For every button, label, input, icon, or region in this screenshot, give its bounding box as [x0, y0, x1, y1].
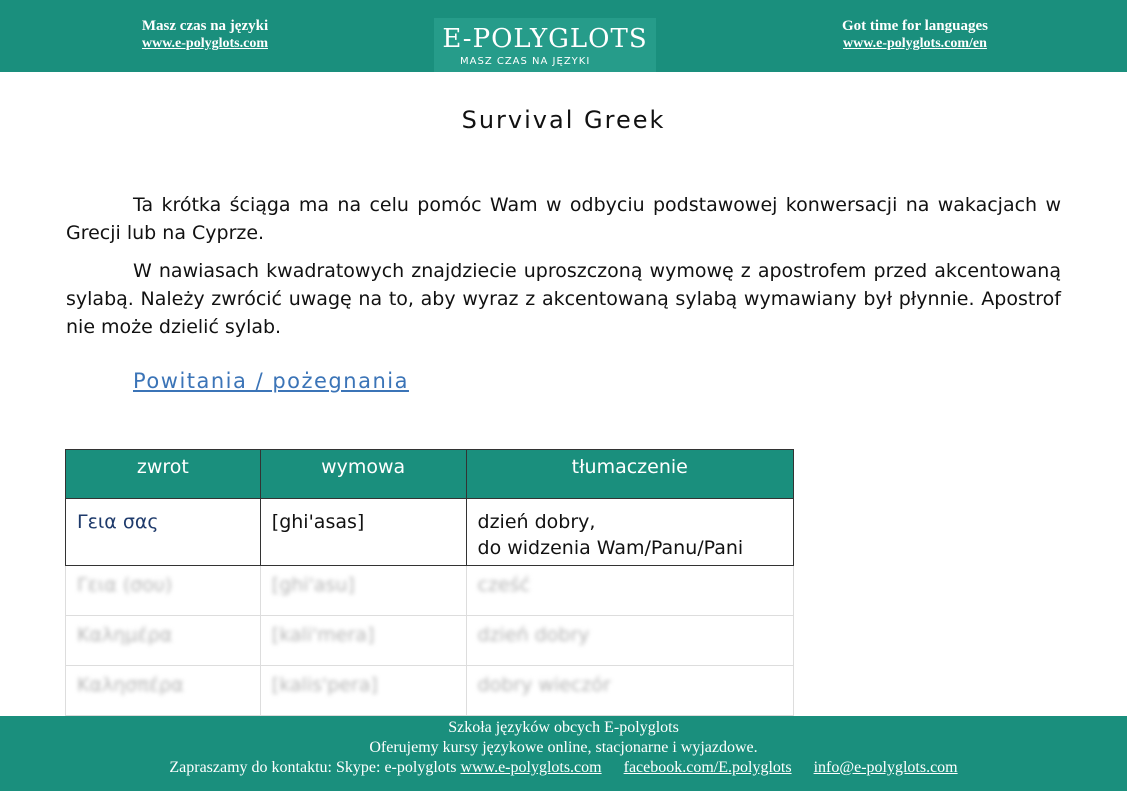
header-left-link[interactable]: www.e-polyglots.com: [142, 36, 268, 51]
translation-line-2: do widzenia Wam/Panu/Pani: [477, 537, 744, 559]
header-right: [820, 18, 1010, 52]
intro-paragraph-1: Ta krótka ściąga ma na celu pomóc Wam w odbyciu podstawowej konwersacji na wakacjach w Grecji lub na Cyprze.: [66, 194, 1061, 244]
table-row: [66, 499, 794, 566]
footer-contact: [0, 758, 1127, 778]
table-row-blurred: [66, 566, 794, 616]
intro-paragraph-2: W nawiasach kwadratowych znajdziecie uproszczoną wymowę z apostrofem przed akcentowaną sylabą. Należy zwrócić uwagę na to, aby wyraz z akcentowaną sylabą wymawiany był płynnie. Apostrof nie może dzielić sylab.: [66, 260, 1061, 338]
column-header-phrase: zwrot: [66, 450, 261, 499]
footer-contact-prefix: Zapraszamy do kontaktu: Skype: e-polyglots: [169, 759, 457, 776]
logo-tagline: MASZ CZAS NA JĘZYKI: [460, 56, 591, 67]
cell-pronunciation: [kalis'pera]: [260, 666, 466, 716]
footer-facebook-link[interactable]: facebook.com/E.polyglots: [623, 759, 792, 776]
cell-phrase: Γεια σας: [66, 499, 261, 566]
cell-translation: dzień dobry: [466, 616, 793, 666]
header-left: [120, 18, 290, 52]
cell-translation: cześć: [466, 566, 793, 616]
header-right-tagline: Got time for languages: [842, 18, 988, 34]
footer-bar: [0, 716, 1127, 791]
header-bar: [0, 0, 1127, 72]
logo[interactable]: [434, 18, 656, 72]
cell-phrase: Γεια (σου): [66, 566, 261, 616]
footer-school-name: Szkoła języków obcych E-polyglots: [448, 719, 679, 736]
cell-translation: dobry wieczór: [466, 666, 793, 716]
footer-email-link[interactable]: info@e-polyglots.com: [813, 759, 958, 776]
column-header-translation: tłumaczenie: [466, 450, 793, 499]
cell-translation: [466, 499, 793, 566]
translation-line-1: dzień dobry,: [477, 511, 596, 533]
document-title: Survival Greek: [461, 106, 666, 134]
cell-pronunciation: [ghi'asas]: [260, 499, 466, 566]
table-header-row: [66, 450, 794, 499]
cell-pronunciation: [ghi'asu]: [260, 566, 466, 616]
logo-name: E-POLYGLOTS: [442, 24, 648, 54]
table-row-blurred: [66, 616, 794, 666]
cell-pronunciation: [kali'mera]: [260, 616, 466, 666]
section-heading[interactable]: Powitania / pożegnania: [133, 369, 409, 393]
header-left-tagline: Masz czas na języki: [141, 18, 269, 34]
cell-phrase: Καλησπέρα: [66, 666, 261, 716]
header-right-link[interactable]: www.e-polyglots.com/en: [843, 36, 987, 51]
phrase-table: [65, 449, 794, 716]
footer-website-link[interactable]: www.e-polyglots.com: [460, 759, 602, 776]
footer-offer: Oferujemy kursy językowe online, stacjonarne i wyjazdowe.: [369, 739, 758, 756]
column-header-pronunciation: wymowa: [260, 450, 466, 499]
table-row-blurred: [66, 666, 794, 716]
cell-phrase: Καλημέρα: [66, 616, 261, 666]
